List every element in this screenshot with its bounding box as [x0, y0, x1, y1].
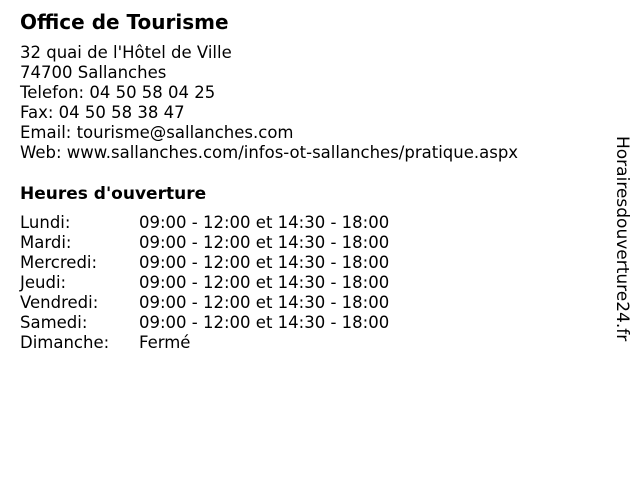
- hours-row-thursday: [20, 273, 389, 293]
- phone-number: Telefon: 04 50 58 04 25: [20, 83, 216, 102]
- day-hours: 09:00 - 12:00 et 14:30 - 18:00: [139, 233, 390, 252]
- day-label: Vendredi:: [20, 293, 99, 312]
- day-hours: 09:00 - 12:00 et 14:30 - 18:00: [139, 213, 390, 232]
- address-city: 74700 Sallanches: [20, 63, 167, 82]
- day-label: Mercredi:: [20, 253, 98, 272]
- opening-hours-heading: Heures d'ouverture: [20, 184, 207, 204]
- day-label: Mardi:: [20, 233, 72, 252]
- office-name: Office de Tourisme: [20, 10, 229, 34]
- hours-row-sunday: [20, 333, 389, 353]
- email-address: Email: tourisme@sallanches.com: [20, 123, 294, 142]
- day-hours: 09:00 - 12:00 et 14:30 - 18:00: [139, 313, 390, 332]
- fax-number: Fax: 04 50 58 38 47: [20, 103, 185, 122]
- opening-hours-table: [20, 213, 389, 353]
- day-hours: 09:00 - 12:00 et 14:30 - 18:00: [139, 253, 390, 272]
- hours-row-monday: [20, 213, 389, 233]
- hours-row-saturday: [20, 313, 389, 333]
- day-label: Jeudi:: [20, 273, 67, 292]
- day-label: Samedi:: [20, 313, 88, 332]
- site-watermark: Horairesdouverture24.fr: [612, 136, 632, 342]
- contact-details: [20, 43, 518, 163]
- day-hours: Fermé: [139, 333, 191, 352]
- hours-row-wednesday: [20, 253, 389, 273]
- day-hours: 09:00 - 12:00 et 14:30 - 18:00: [139, 273, 390, 292]
- hours-row-friday: [20, 293, 389, 313]
- hours-row-tuesday: [20, 233, 389, 253]
- day-label: Dimanche:: [20, 333, 110, 352]
- address-street: 32 quai de l'Hôtel de Ville: [20, 43, 232, 62]
- day-label: Lundi:: [20, 213, 71, 232]
- day-hours: 09:00 - 12:00 et 14:30 - 18:00: [139, 293, 390, 312]
- website-address: Web: www.sallanches.com/infos-ot-sallanches/pratique.aspx: [20, 143, 519, 162]
